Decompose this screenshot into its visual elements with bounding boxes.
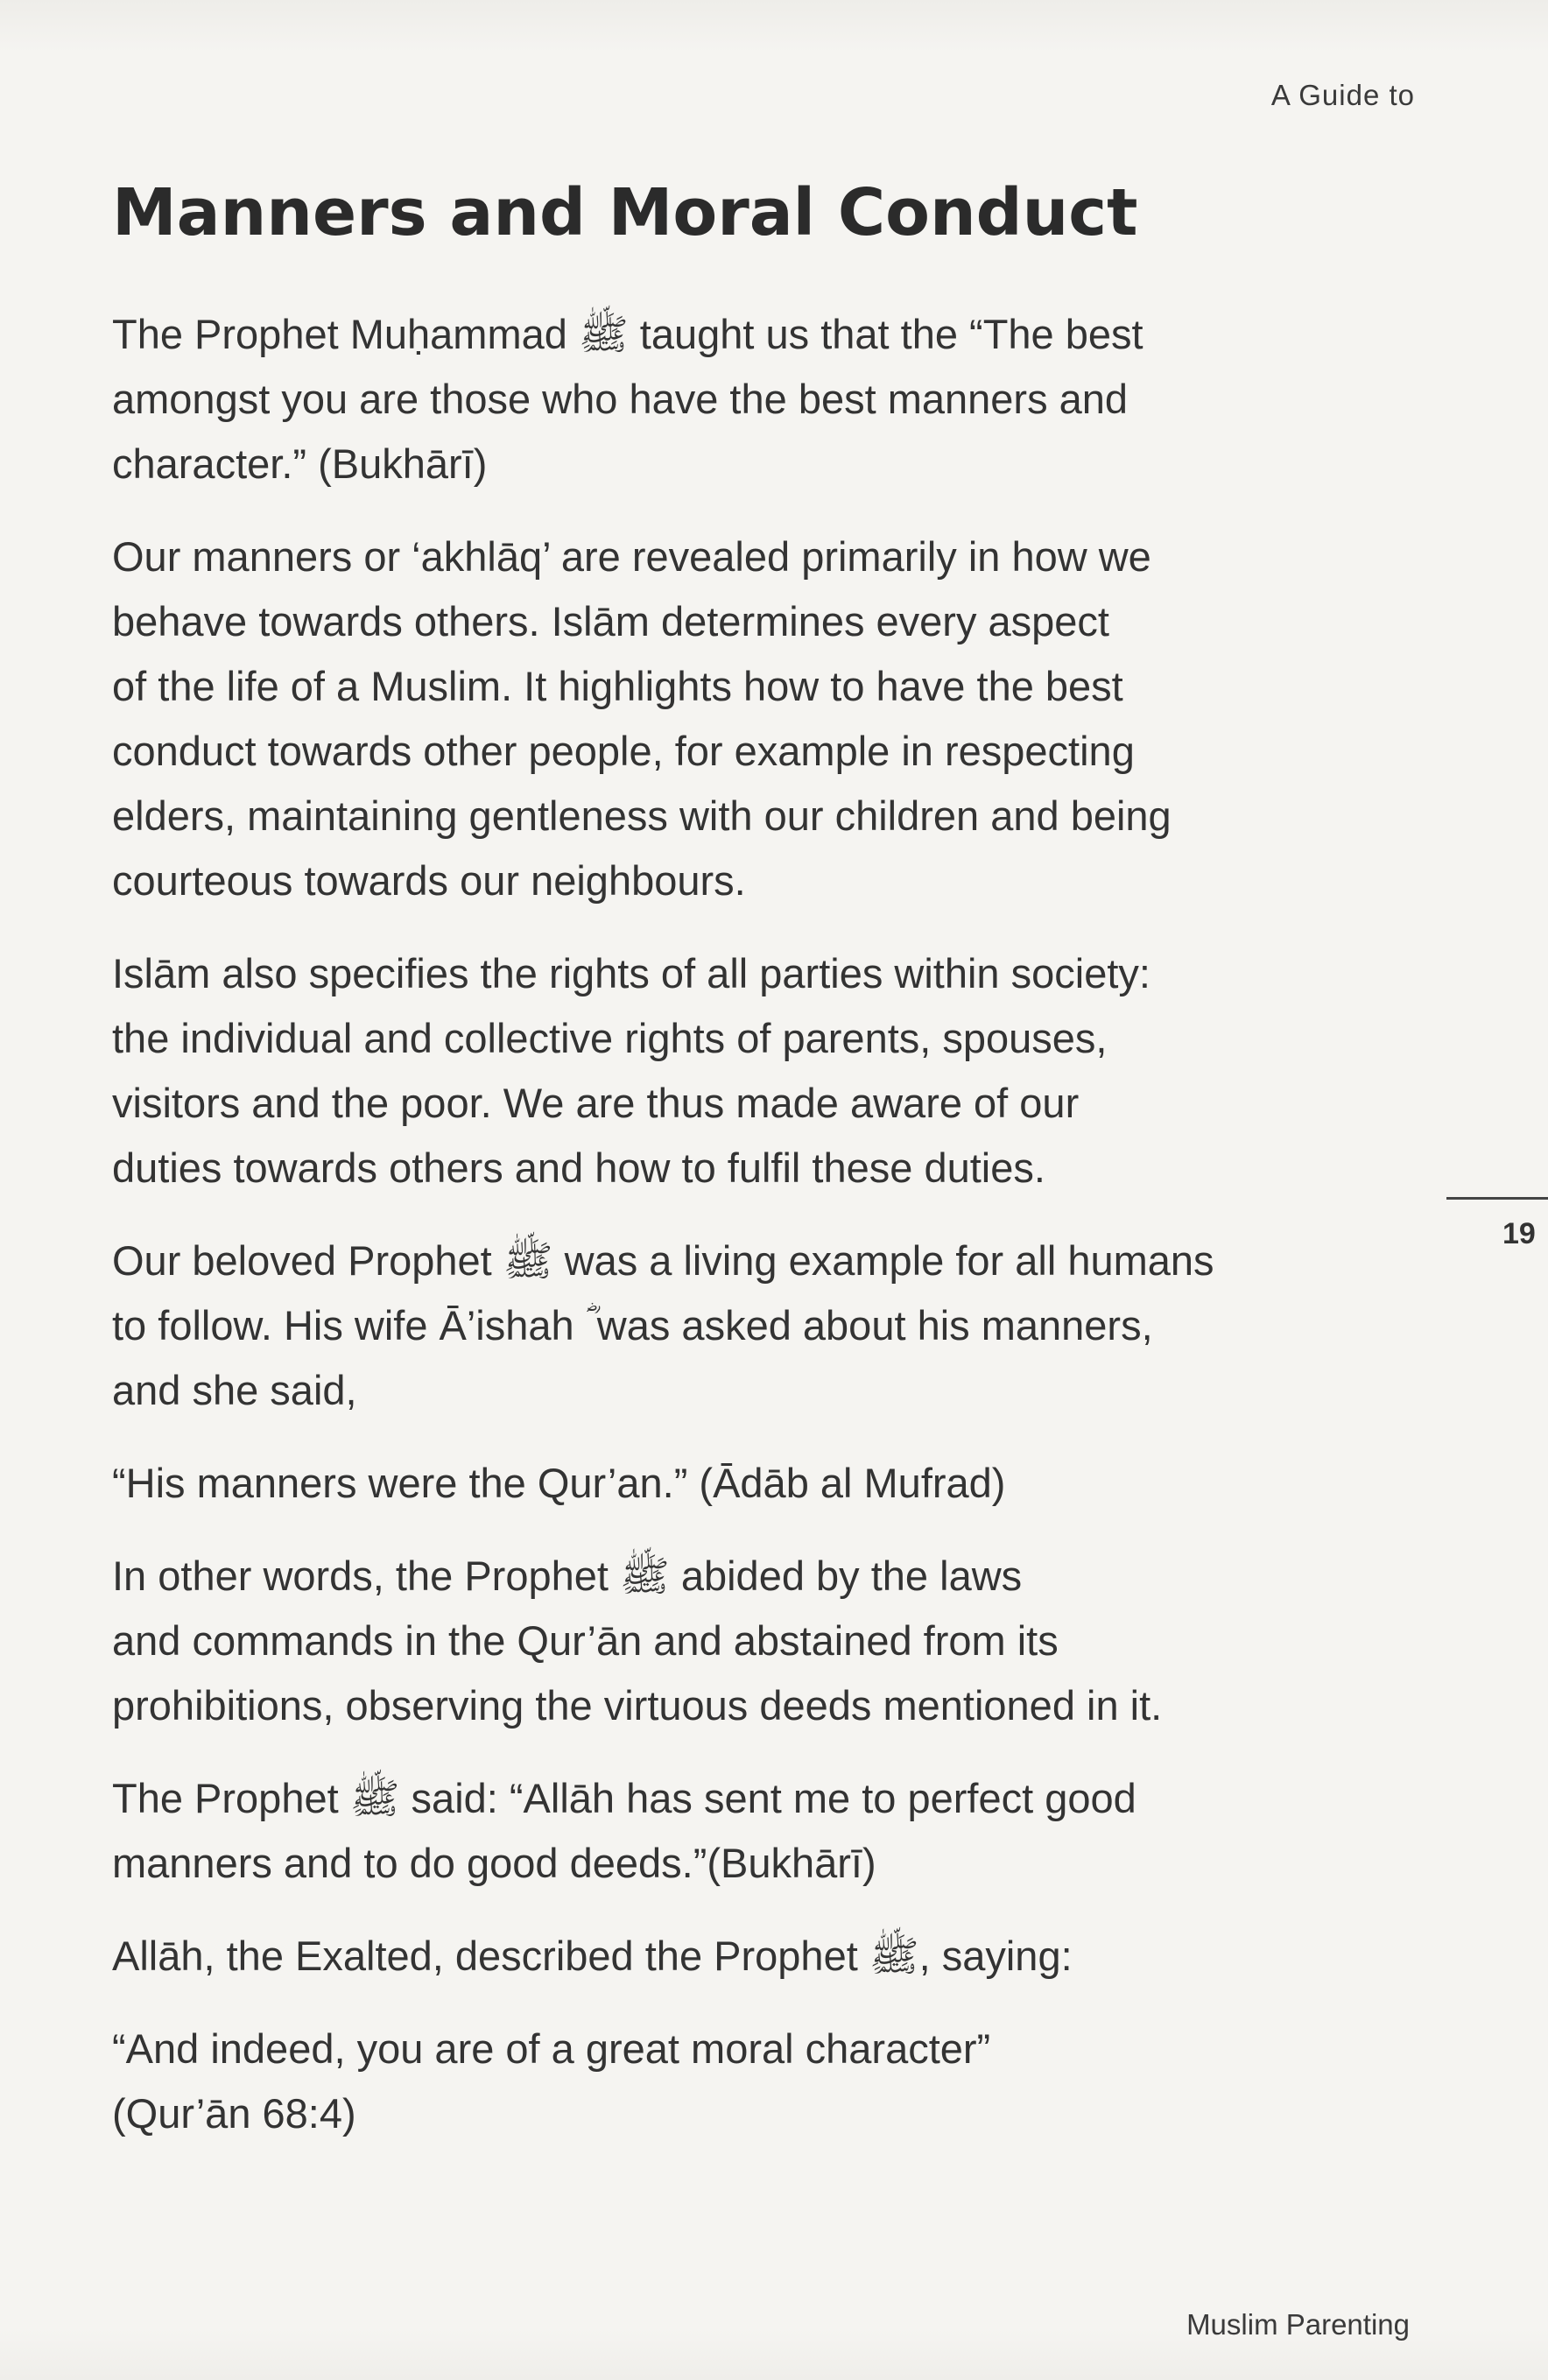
running-header: A Guide to	[1270, 79, 1415, 111]
paragraph-great-character: “And indeed, you are of a great moral character” (Qur’ān 68:4)	[112, 2025, 991, 2137]
page-number-rule	[1446, 1197, 1548, 1200]
paragraph-quote-quran: “His manners were the Qur’an.” (Ādāb al Mufrad)	[112, 1460, 1006, 1506]
paragraph-exalted: Allāh, the Exalted, described the Prophet ﷺ, saying:	[112, 1933, 1073, 1979]
paragraph-rights: Islām also specifies the rights of all parties within society: the individual and collective rights of parents, spouses, visitors and the poor. We are thus made aware of our duties towards others and how to fulfil these duties.	[112, 950, 1150, 1191]
paragraph-akhlaq: Our manners or ‘akhlāq’ are revealed primarily in how we behave towards others. Islām determines every aspect of the life of a Muslim. It highlights how to have the best conduct towards other people, for example in respecting elders, maintaining gentleness with our children and being courteous towards our neighbours.	[112, 533, 1172, 904]
page-title: Manners and Moral Conduct	[112, 175, 1138, 250]
paragraph-best-manners: The Prophet Muḥammad ﷺ taught us that the “The best amongst you are those who have the best manners and character.” (Bukhārī)	[112, 311, 1143, 487]
paragraph-living-example: Our beloved Prophet ﷺ was a living example for all humans to follow. His wife Ā’ishah ؓ was asked about his manners, and she said,	[112, 1237, 1214, 1413]
running-footer: Muslim Parenting	[1186, 2308, 1410, 2341]
paragraph-perfect-manners: The Prophet ﷺ said: “Allāh has sent me to perfect good manners and to do good deeds.”(Bukhārī)	[112, 1775, 1136, 1886]
article-body	[112, 302, 1425, 2174]
page-number: 19	[1502, 1217, 1536, 1250]
paragraph-other-words: In other words, the Prophet ﷺ abided by the laws and commands in the Qur’ān and abstained from its prohibitions, observing the virtuous deeds mentioned in it.	[112, 1553, 1163, 1729]
